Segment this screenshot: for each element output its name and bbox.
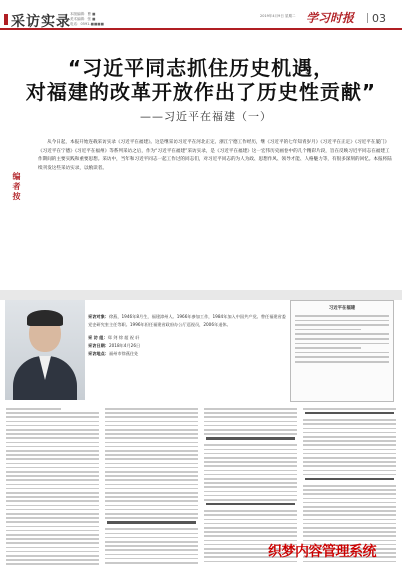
- text-line: [105, 454, 198, 456]
- text-line: [204, 499, 297, 501]
- text-line: [6, 471, 99, 473]
- text-line: [303, 470, 396, 472]
- watermark-text: 织梦内容管理系统: [268, 544, 376, 560]
- text-line: [204, 408, 297, 410]
- date-row: [88, 342, 288, 350]
- text-line: [204, 531, 297, 533]
- text-line: [105, 505, 198, 507]
- text-line: [295, 315, 389, 317]
- text-line: [6, 446, 99, 448]
- text-line: [6, 450, 99, 452]
- text-line: [204, 457, 297, 459]
- editor-note: [38, 139, 393, 173]
- text-line: [6, 563, 99, 565]
- credit-line: 电话：0591-■■■■: [70, 22, 104, 26]
- text-line: [6, 463, 99, 465]
- text-line: [6, 547, 99, 549]
- info-label: 采访对象：: [88, 314, 109, 319]
- text-line: [105, 425, 198, 427]
- text-line: [204, 478, 297, 480]
- text-line: [303, 474, 396, 476]
- text-line: [105, 554, 198, 556]
- text-line: [204, 523, 297, 525]
- editor-credits: [70, 12, 104, 27]
- text-line: [303, 419, 396, 421]
- text-line: [6, 408, 61, 410]
- text-line: [6, 454, 99, 456]
- text-line: [105, 513, 198, 515]
- text-line: [204, 425, 297, 427]
- text-line: [204, 416, 297, 418]
- text-line: [105, 517, 198, 519]
- question-heading: [305, 412, 394, 414]
- text-line: [204, 482, 297, 484]
- text-line: [204, 453, 297, 455]
- text-line: [204, 412, 297, 414]
- interviewee-row: [88, 313, 288, 330]
- text-line: [303, 498, 396, 500]
- text-line: [6, 429, 99, 431]
- question-heading: [107, 521, 196, 523]
- text-line: [204, 444, 297, 446]
- editor-note-label: 编者按: [12, 172, 21, 202]
- text-line: [105, 471, 198, 473]
- text-line: [6, 421, 99, 423]
- text-line: [6, 538, 99, 540]
- text-line: [105, 463, 198, 465]
- text-line: [105, 492, 198, 494]
- credit-line: 本版编辑：曹 ■: [70, 12, 96, 16]
- text-line: [105, 562, 198, 564]
- text-line: [295, 352, 389, 354]
- article-column: [6, 408, 99, 568]
- text-line: [204, 474, 297, 476]
- text-line: [6, 521, 99, 523]
- text-line: [105, 541, 198, 543]
- text-line: [295, 333, 389, 335]
- text-line: [105, 446, 198, 448]
- text-line: [295, 320, 389, 322]
- text-line: [6, 530, 99, 532]
- text-line: [6, 433, 99, 435]
- text-line: [303, 440, 396, 442]
- text-line: [105, 488, 198, 490]
- text-line: [303, 489, 396, 491]
- text-line: [6, 517, 99, 519]
- text-line: [105, 545, 198, 547]
- text-line: [303, 519, 396, 521]
- interviewer-names: 郑 剑 徐 超 祝 轩: [107, 334, 140, 340]
- text-line: [6, 416, 99, 418]
- info-label: 采 访 组：: [88, 334, 108, 340]
- place-row: [88, 350, 288, 358]
- text-line: [105, 528, 198, 530]
- text-line: [204, 465, 297, 467]
- text-line: [295, 329, 361, 331]
- text-line: [105, 458, 198, 460]
- info-label: 采访地点：: [88, 351, 109, 357]
- text-line: [6, 555, 99, 557]
- question-heading: [206, 503, 295, 505]
- text-line: [6, 425, 99, 427]
- text-line: [105, 509, 198, 511]
- text-line: [6, 559, 99, 561]
- headline-line-1: “习近平同志抓住历史机遇，: [67, 56, 335, 80]
- text-line: [295, 356, 389, 358]
- text-line: [105, 537, 198, 539]
- text-line: [105, 416, 198, 418]
- text-line: [303, 510, 396, 512]
- text-line: [303, 535, 396, 537]
- text-line: [6, 513, 99, 515]
- masthead-logo: 学习时报: [306, 11, 355, 25]
- text-line: [105, 475, 198, 477]
- text-line: [204, 510, 297, 512]
- interview-info: [88, 313, 288, 358]
- subheadline: ——习近平在福建（一）: [140, 110, 272, 123]
- editor-note-text: 从今日起，本报开始连载采访实录《习近平在福建》。这是继采访习近平在河北正定、浙江宁德工作经历，继《习近平的七年知青岁月》《习近平在正定》《习近平在厦门》《习近平在宁德》《习近平在福州》等系列采访之后，作为“习近平在福建”采访实录，是《习近平在福建》这一宏伟历史画卷中的几个精彩片段，旨在反映习近平同志在福建工作期间的主要实践和重要思想。采访中，当年和习近平同志一起工作过的同志们，对习近平同志的为人为政、思想作风、领导才能、人格魅力等，有很多深刻的回忆。本报将陆续刊发这些采访实录，以飨读者。: [38, 140, 392, 171]
- section-title: 采访实录: [11, 14, 71, 30]
- text-line: [204, 495, 297, 497]
- text-line: [303, 523, 396, 525]
- text-line: [303, 444, 396, 446]
- page-number: 03: [372, 12, 386, 25]
- text-line: [6, 509, 99, 511]
- section-divider-band: [0, 290, 402, 300]
- text-line: [204, 486, 297, 488]
- text-line: [105, 500, 198, 502]
- text-line: [105, 496, 198, 498]
- text-line: [303, 453, 396, 455]
- headline-line-2: 对福建的改革开放作出了历史性贡献”: [25, 80, 377, 104]
- text-line: [303, 506, 396, 508]
- text-line: [303, 465, 396, 467]
- side-info-card: [290, 300, 394, 402]
- text-line: [105, 467, 198, 469]
- text-line: [303, 514, 396, 516]
- text-line: [6, 442, 99, 444]
- text-line: [204, 527, 297, 529]
- text-line: [204, 449, 297, 451]
- text-line: [6, 500, 99, 502]
- text-line: [303, 449, 396, 451]
- text-line: [105, 433, 198, 435]
- text-line: [105, 484, 198, 486]
- interviewer-row: [88, 334, 288, 342]
- text-line: [6, 542, 99, 544]
- text-line: [105, 437, 198, 439]
- text-line: [295, 324, 389, 326]
- text-line: [6, 505, 99, 507]
- text-line: [6, 412, 99, 414]
- interviewee-photo: [5, 300, 85, 400]
- text-line: [105, 412, 198, 414]
- text-line: [303, 502, 396, 504]
- side-card-text: [295, 315, 389, 363]
- text-line: [295, 338, 389, 340]
- text-line: [204, 429, 297, 431]
- text-line: [105, 442, 198, 444]
- text-line: [6, 492, 99, 494]
- text-line: [303, 432, 396, 434]
- interviewee-bio: 徐燕，1946年8月生，福建漳州人。1966年参加工作，1984年加入中国共产党。曾任福建省委党史研究室主任等职。1996年担任福建省政府办公厅巡视员，2006年退休。: [88, 314, 286, 328]
- section-accent-bar: [4, 14, 8, 25]
- page-header: [0, 0, 402, 30]
- text-line: [303, 531, 396, 533]
- text-line: [303, 527, 396, 529]
- text-line: [105, 450, 198, 452]
- text-line: [6, 488, 99, 490]
- text-line: [303, 485, 396, 487]
- text-line: [303, 436, 396, 438]
- interview-date: 2018年4月26日: [108, 342, 141, 348]
- text-line: [105, 549, 198, 551]
- text-line: [204, 535, 297, 537]
- text-line: [204, 421, 297, 423]
- text-line: [303, 493, 396, 495]
- text-line: [105, 479, 198, 481]
- text-line: [303, 461, 396, 463]
- question-heading: [206, 437, 295, 439]
- interview-place: 福州市徐燕住处: [108, 351, 139, 357]
- text-line: [204, 491, 297, 493]
- text-line: [105, 408, 198, 410]
- text-line: [105, 421, 198, 423]
- text-line: [204, 514, 297, 516]
- text-line: [6, 484, 99, 486]
- text-line: [204, 461, 297, 463]
- text-line: [105, 558, 198, 560]
- photo-hair: [27, 310, 63, 326]
- text-line: [6, 496, 99, 498]
- text-line: [6, 467, 99, 469]
- text-line: [303, 428, 396, 430]
- text-line: [6, 437, 99, 439]
- text-line: [6, 458, 99, 460]
- text-line: [6, 551, 99, 553]
- text-line: [303, 457, 396, 459]
- text-line: [105, 533, 198, 535]
- text-line: [295, 361, 389, 363]
- text-line: [6, 534, 99, 536]
- issue-date: 2019年4月9日 星期二: [260, 14, 296, 18]
- text-line: [105, 429, 198, 431]
- question-heading: [305, 478, 394, 480]
- side-card-title: 习近平在福建: [328, 306, 356, 311]
- credit-line: 美术编辑：张 ■: [70, 17, 96, 21]
- text-line: [204, 433, 297, 435]
- text-line: [6, 479, 99, 481]
- info-label: 采访日期：: [88, 342, 109, 348]
- text-line: [204, 519, 297, 521]
- text-line: [303, 408, 396, 410]
- text-line: [295, 343, 389, 345]
- text-line: [6, 475, 99, 477]
- text-line: [303, 423, 396, 425]
- text-line: [295, 347, 361, 349]
- text-line: [6, 526, 99, 528]
- article-column: [105, 408, 198, 568]
- text-line: [204, 470, 297, 472]
